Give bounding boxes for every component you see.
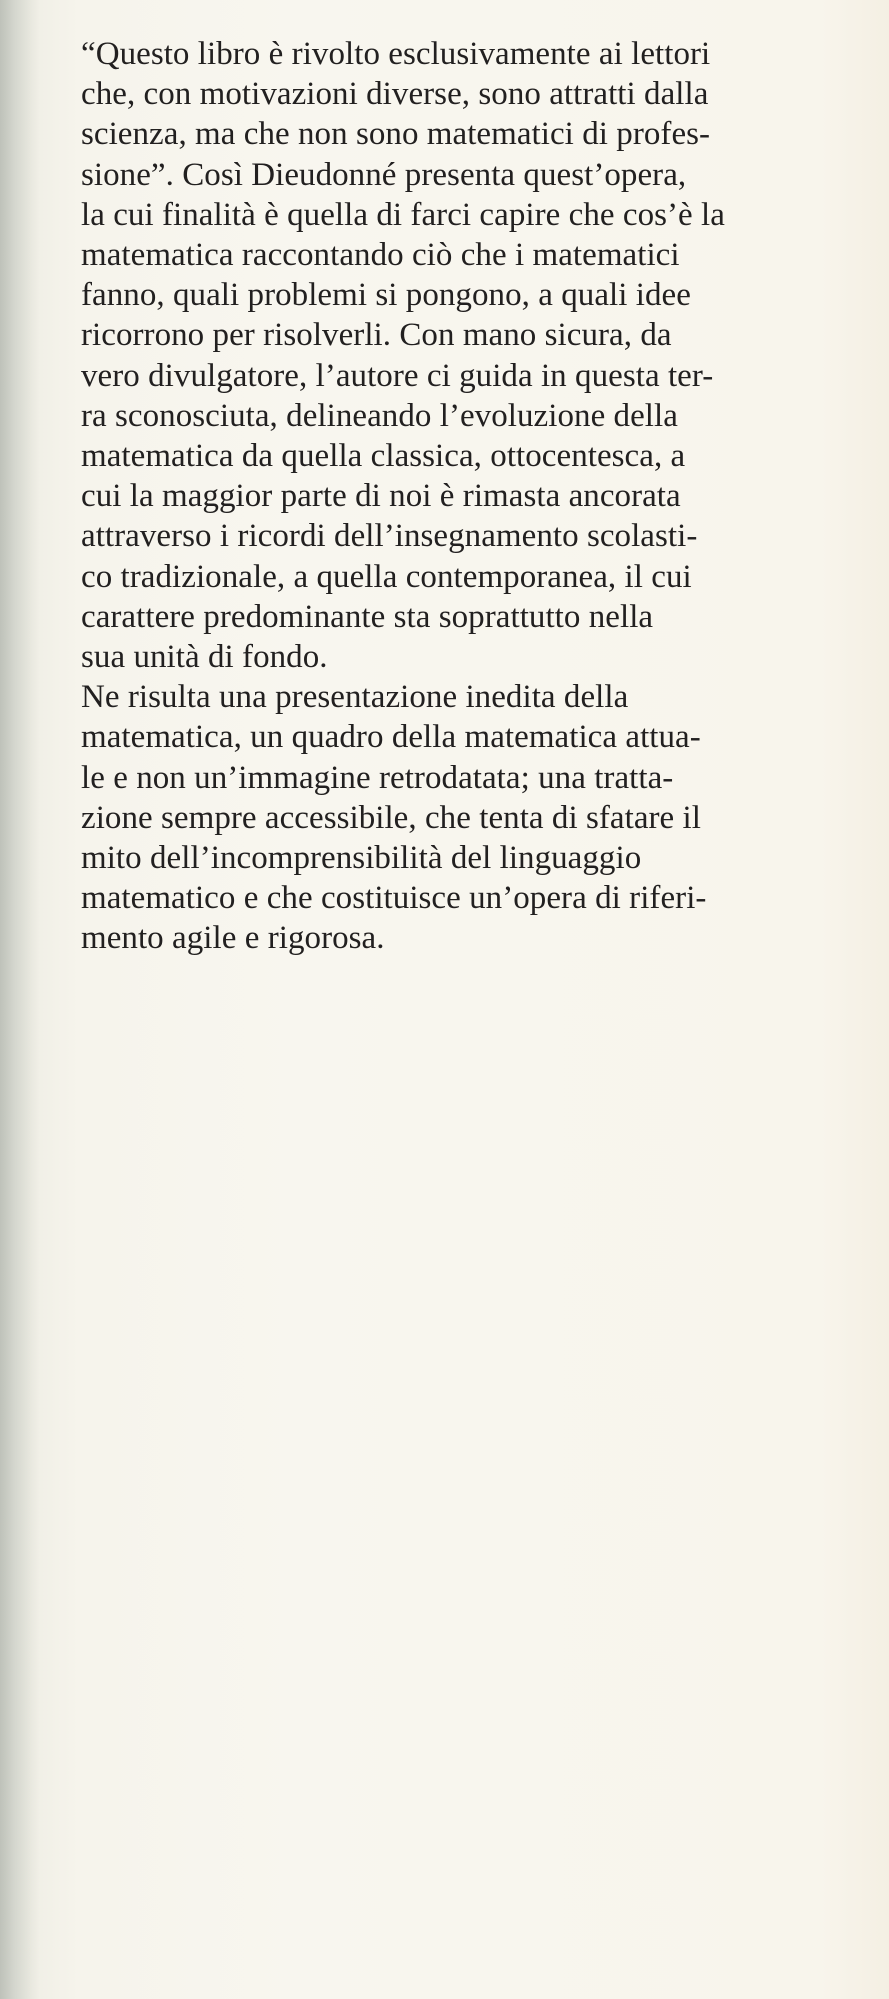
blurb-line: cui la maggior parte di noi è rimasta ancorata — [81, 478, 681, 515]
blurb-line: co tradizionale, a quella contemporanea, il cui — [81, 558, 692, 595]
blurb-line: zione sempre accessibile, che tenta di sfatare il — [81, 799, 701, 836]
blurb-line: matematico e che costituisce un’opera di riferi- — [81, 880, 707, 917]
blurb-line: mento agile e rigorosa. — [81, 920, 385, 957]
blurb-line: carattere predominante sta soprattutto nella — [81, 598, 654, 635]
blurb-line: le e non un’immagine retrodatata; una tratta- — [81, 759, 674, 796]
blurb-line: vero divulgatore, l’autore ci guida in questa ter- — [81, 357, 714, 394]
blurb-line: matematica raccontando ciò che i matematici — [81, 237, 680, 274]
blurb-line: che, con motivazioni diverse, sono attratti dalla — [81, 76, 709, 113]
blurb-line: scienza, ma che non sono matematici di profes- — [81, 116, 711, 153]
blurb-line: mito dell’incomprensibilità del linguaggio — [81, 840, 642, 877]
blurb-line: attraverso i ricordi dell’insegnamento scolasti- — [81, 518, 698, 555]
blurb-line: fanno, quali problemi si pongono, a quali idee — [81, 277, 691, 314]
blurb-line: la cui finalità è quella di farci capire che cos’è la — [81, 196, 725, 233]
cover-blurb — [81, 34, 851, 959]
blurb-line: Ne risulta una presentazione inedita della — [81, 679, 629, 716]
blurb-line: sua unità di fondo. — [81, 639, 328, 676]
blurb-line: matematica da quella classica, ottocentesca, a — [81, 438, 686, 475]
blurb-line: sione”. Così Dieudonné presenta quest’opera, — [81, 156, 687, 193]
spine-shadow — [0, 0, 40, 1999]
blurb-line: matematica, un quadro della matematica attua- — [81, 719, 701, 756]
blurb-line: “Questo libro è rivolto esclusivamente ai lettori — [81, 36, 711, 72]
blurb-line: ra sconosciuta, delineando l’evoluzione della — [81, 397, 678, 434]
blurb-line: ricorrono per risolverli. Con mano sicura, da — [81, 317, 672, 354]
